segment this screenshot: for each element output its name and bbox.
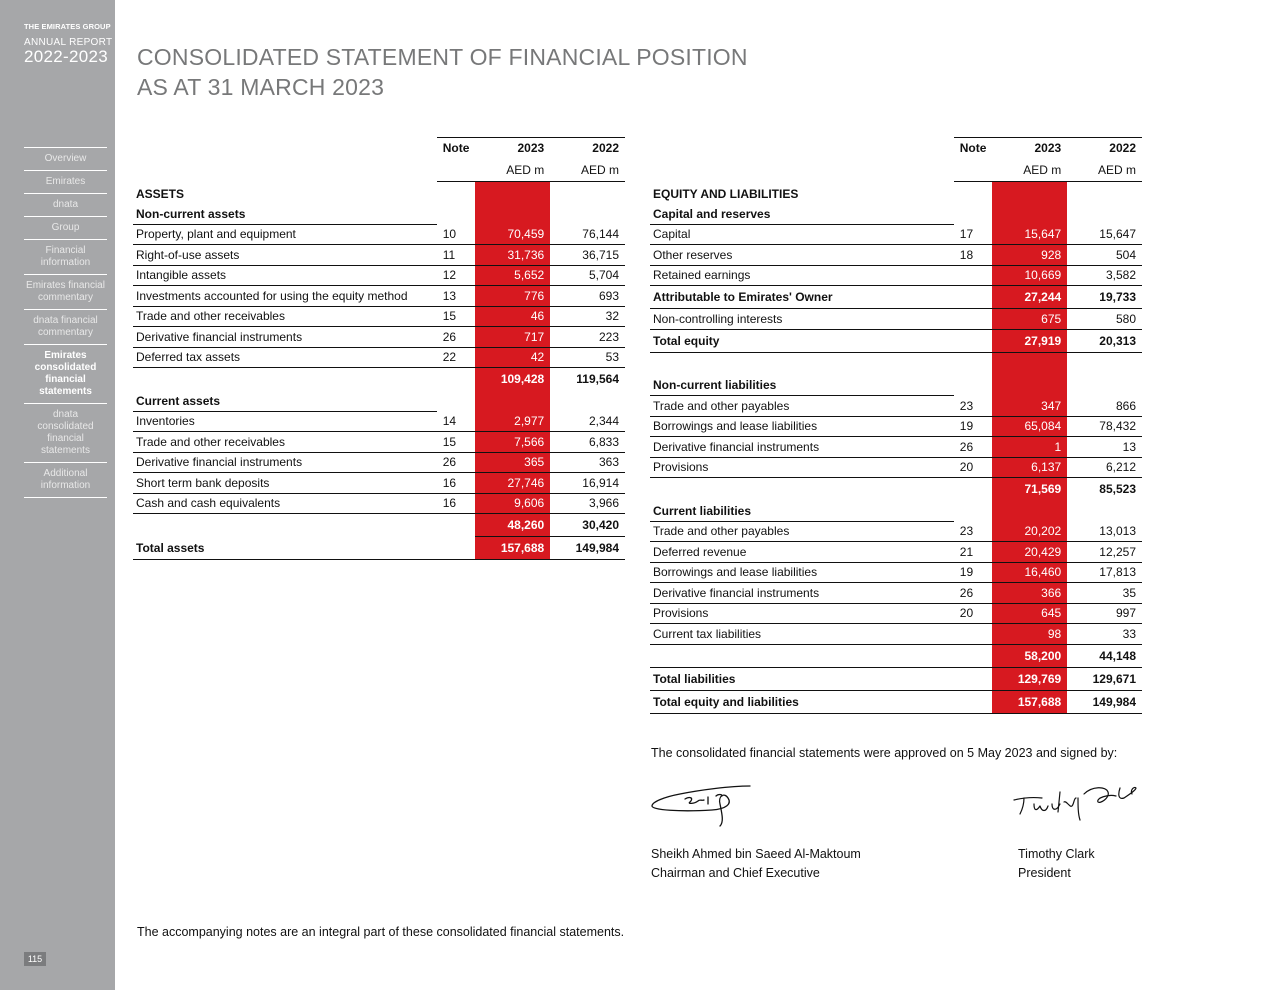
table-row: Deferred revenue 21 20,429 12,257 (650, 542, 1142, 563)
equity-liabilities-table (650, 137, 1142, 714)
table-row: Non-controlling interests 675 580 (650, 309, 1142, 330)
header-2022: 2022 (1067, 138, 1142, 160)
table-row: Retained earnings 10,669 3,582 (650, 265, 1142, 286)
page-title (137, 42, 748, 102)
assets-table (133, 137, 625, 560)
brand-report-label: ANNUAL REPORT (24, 37, 113, 48)
total-liabilities-label: Total liabilities (650, 667, 954, 690)
president-signature-image (1012, 784, 1142, 826)
noncurrent-assets-total-2023: 109,428 (475, 368, 550, 391)
approval-statement: The consolidated financial statements were approved on 5 May 2023 and signed by: (651, 746, 1118, 760)
attributable-label: Attributable to Emirates' Owner (650, 286, 954, 309)
signer-role: Chairman and Chief Executive (651, 866, 820, 880)
table-unit-row (133, 160, 625, 182)
unit-2022: AED m (1067, 160, 1142, 182)
table-row: Derivative financial instruments 26 1 13 (650, 437, 1142, 458)
table-row: Short term bank deposits 16 27,746 16,914 (133, 473, 625, 494)
nav-item-emirates[interactable]: Emirates (24, 171, 107, 194)
nav-item-additional-information[interactable]: Additional information (24, 463, 107, 498)
table-row: Property, plant and equipment 10 70,459 76,144 (133, 224, 625, 245)
table-row: Derivative financial instruments 26 366 35 (650, 583, 1142, 604)
chairman-signature-image (650, 782, 755, 828)
table-row: Provisions 20 645 997 (650, 603, 1142, 624)
table-unit-row (650, 160, 1142, 182)
noncurrent-assets-heading: Non-current assets (133, 204, 437, 225)
section-heading (133, 182, 625, 204)
nav-item-emirates-financial-commentary[interactable]: Emirates financial commentary (24, 275, 107, 310)
subtotal-row (133, 514, 625, 537)
table-row: Current tax liabilities 98 33 (650, 624, 1142, 645)
signer-role: President (1018, 866, 1071, 880)
signer-name: Sheikh Ahmed bin Saeed Al-Maktoum (651, 847, 861, 861)
table-row: Investments accounted for using the equity method 13 776 693 (133, 286, 625, 307)
current-assets-total-2023: 48,260 (475, 514, 550, 537)
current-liabilities-total-2023: 58,200 (992, 644, 1067, 667)
total-assets-label: Total assets (133, 537, 437, 560)
total-assets-2022: 149,984 (550, 537, 625, 560)
current-liabilities-heading: Current liabilities (650, 501, 954, 522)
brand-report-years: 2022-2023 (24, 47, 108, 66)
unit-2022: AED m (550, 160, 625, 182)
nav-item-dnata[interactable]: dnata (24, 194, 107, 217)
total-equity-label: Total equity (650, 329, 954, 352)
nav-item-financial-information[interactable]: Financial information (24, 240, 107, 275)
table-row: Cash and cash equivalents 16 9,606 3,966 (133, 493, 625, 514)
table-header-row (133, 138, 625, 160)
sidebar (0, 0, 115, 990)
subsection-heading (650, 501, 1142, 522)
table-row: Derivative financial instruments 26 717 223 (133, 327, 625, 348)
table-row: Borrowings and lease liabilities 19 65,084 78,432 (650, 416, 1142, 437)
subtotal-row: Attributable to Emirates' Owner 27,244 19,733 (650, 286, 1142, 309)
brand (24, 22, 114, 67)
total-assets-2023: 157,688 (475, 537, 550, 560)
table-row: Other reserves 18 928 504 (650, 245, 1142, 266)
unit-2023: AED m (992, 160, 1067, 182)
section-heading (650, 182, 1142, 204)
noncurrent-liabilities-heading: Non-current liabilities (650, 375, 954, 396)
header-note: Note (954, 138, 993, 160)
table-row: Deferred tax assets 22 42 53 (133, 347, 625, 368)
current-assets-total-2022: 30,420 (550, 514, 625, 537)
noncurrent-liabilities-total-2022: 85,523 (1099, 482, 1136, 497)
table-row: Intangible assets 12 5,652 5,704 (133, 265, 625, 286)
table-row: Trade and other receivables 15 46 32 (133, 306, 625, 327)
table-row: Provisions 20 6,137 6,212 (650, 457, 1142, 478)
header-2023: 2023 (992, 138, 1067, 160)
header-blank (133, 138, 437, 160)
table-row: Derivative financial instruments 26 365 363 (133, 452, 625, 473)
president-signer (1018, 845, 1095, 883)
total-row: Total liabilities 129,769 129,671 (650, 667, 1142, 690)
nav-item-dnata-consolidated-statements[interactable]: dnata consolidated financial statements (24, 404, 107, 463)
nav-item-group[interactable]: Group (24, 217, 107, 240)
table-row: Right-of-use assets 11 31,736 36,715 (133, 245, 625, 266)
subtotal-row (133, 368, 625, 391)
table-row: Borrowings and lease liabilities 19 16,460 17,813 (650, 562, 1142, 583)
table-row: Trade and other receivables 15 7,566 6,833 (133, 432, 625, 453)
header-note: Note (437, 138, 476, 160)
page-number: 115 (24, 952, 46, 966)
noncurrent-liabilities-total-2023: 71,569 (992, 478, 1067, 501)
table-row: Capital 17 15,647 15,647 (650, 224, 1142, 245)
spacer-row (650, 352, 1142, 375)
brand-group-name: THE EMIRATES GROUP (24, 22, 111, 31)
total-equity-liabilities-label: Total equity and liabilities (650, 690, 954, 713)
page-title-line2: AS AT 31 MARCH 2023 (137, 74, 385, 100)
total-row: Total equity and liabilities 157,688 149,984 (650, 690, 1142, 713)
page-title-line1: CONSOLIDATED STATEMENT OF FINANCIAL POSITION (137, 44, 748, 70)
total-row: Total equity 27,919 20,313 (650, 329, 1142, 352)
chairman-signer (651, 845, 861, 883)
unit-2023: AED m (475, 160, 550, 182)
nav-item-dnata-financial-commentary[interactable]: dnata financial commentary (24, 310, 107, 345)
current-assets-heading: Current assets (133, 391, 437, 412)
footnote: The accompanying notes are an integral part of these consolidated financial statements. (137, 925, 625, 939)
equity-liabilities-heading: EQUITY AND LIABILITIES (653, 186, 799, 201)
table-row: Trade and other payables 23 347 866 (650, 396, 1142, 417)
total-row (133, 537, 625, 560)
assets-heading: ASSETS (136, 186, 185, 201)
nav-item-emirates-consolidated-statements[interactable]: Emirates consolidated financial statements (24, 345, 107, 404)
table-row: Trade and other payables 23 20,202 13,013 (650, 521, 1142, 542)
subsection-heading (650, 375, 1142, 396)
table-row: Inventories 14 2,977 2,344 (133, 411, 625, 432)
header-2022: 2022 (550, 138, 625, 160)
header-2023: 2023 (475, 138, 550, 160)
subtotal-row (650, 644, 1142, 667)
sidebar-nav (24, 147, 107, 498)
subsection-heading (133, 204, 625, 225)
table-header-row (650, 138, 1142, 160)
noncurrent-assets-total-2022: 119,564 (576, 372, 619, 387)
capital-reserves-heading: Capital and reserves (650, 204, 954, 225)
current-liabilities-total-2022: 44,148 (1067, 644, 1142, 667)
subtotal-row (650, 478, 1142, 501)
subsection-heading (133, 391, 625, 412)
nav-item-overview[interactable]: Overview (24, 148, 107, 171)
signer-name: Timothy Clark (1018, 847, 1095, 861)
subsection-heading (650, 204, 1142, 225)
